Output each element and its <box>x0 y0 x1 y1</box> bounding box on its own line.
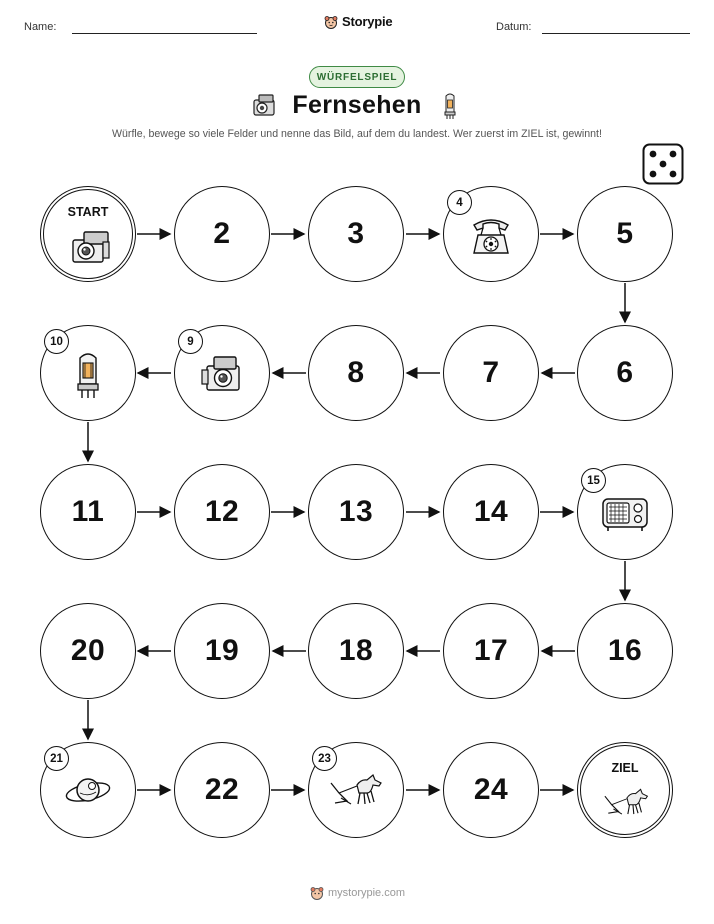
game-type-badge: WÜRFELSPIEL <box>309 66 405 88</box>
telephone-icon <box>468 215 514 257</box>
space-number-badge: 21 <box>44 746 69 771</box>
board-space-7[interactable]: 7 <box>443 325 539 421</box>
board-space-13[interactable]: 13 <box>308 464 404 560</box>
horse-plow-icon <box>327 771 387 811</box>
board-space-24[interactable]: 24 <box>443 742 539 838</box>
space-number-badge: 15 <box>581 468 606 493</box>
space-number-badge: 10 <box>44 329 69 354</box>
planet-icon <box>63 771 113 811</box>
page-title: Fernsehen <box>292 91 422 119</box>
board-space-19[interactable]: 19 <box>174 603 270 699</box>
board-space-20[interactable]: 20 <box>40 603 136 699</box>
radio-icon <box>600 495 650 533</box>
name-label: Name: <box>24 21 57 33</box>
start-label: START <box>67 205 109 219</box>
finish-label: ZIEL <box>611 761 639 775</box>
board-space-12[interactable]: 12 <box>174 464 270 560</box>
camera-icon <box>70 228 112 266</box>
board-space-8[interactable]: 8 <box>308 325 404 421</box>
space-number-badge: 9 <box>178 329 203 354</box>
board-space-18[interactable]: 18 <box>308 603 404 699</box>
board-space-16[interactable]: 16 <box>577 603 673 699</box>
date-label: Datum: <box>496 21 532 33</box>
mascot-icon <box>310 886 324 900</box>
board-space-2[interactable]: 2 <box>174 186 270 282</box>
footer-url[interactable]: mystorypie.com <box>328 887 406 899</box>
board-space-11[interactable]: 11 <box>40 464 136 560</box>
vacuum-tube-icon <box>73 350 103 400</box>
brand-name: Storypie <box>342 14 393 29</box>
start-space[interactable] <box>40 186 136 282</box>
horse-plow-icon <box>601 786 653 820</box>
space-number-badge: 4 <box>447 190 472 215</box>
board-space-14[interactable]: 14 <box>443 464 539 560</box>
board-space-17[interactable]: 17 <box>443 603 539 699</box>
board-space-5[interactable]: 5 <box>577 186 673 282</box>
space-number-badge: 23 <box>312 746 337 771</box>
camera-icon <box>199 352 245 394</box>
finish-space[interactable] <box>577 742 673 838</box>
board-space-22[interactable]: 22 <box>174 742 270 838</box>
instructions: Würfle, bewege so viele Felder und nenne das Bild, auf dem du landest. Wer zuerst im ZIEL ist, gewinnt! <box>112 128 602 140</box>
board-space-6[interactable]: 6 <box>577 325 673 421</box>
board-space-3[interactable]: 3 <box>308 186 404 282</box>
footer <box>310 886 405 900</box>
